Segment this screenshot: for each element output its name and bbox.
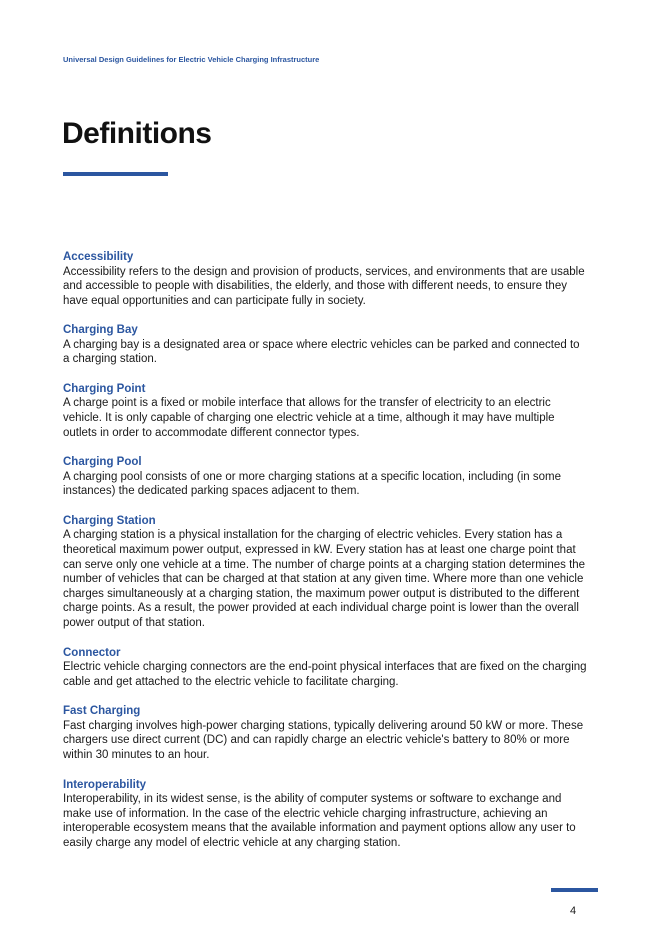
definition-text: A charge point is a fixed or mobile interface that allows for the transfer of electricity to an electric vehicle. It is only capable of charging one electric vehicle at a time, although it may have multiple outlets in order to accommodate different connector types.: [63, 397, 555, 439]
definitions-list: [63, 250, 588, 865]
definition-item: [63, 778, 588, 851]
definition-term: Connector: [63, 646, 121, 659]
definition-term: Interoperability: [63, 778, 147, 791]
definition-term: Fast Charging: [63, 705, 141, 718]
definition-item: [63, 455, 588, 499]
definition-item: [63, 514, 588, 631]
running-header: Universal Design Guidelines for Electric Vehicle Charging Infrastructure: [63, 55, 320, 64]
definition-text: A charging station is a physical installation for the charging of electric vehicles. Every station has a theoretical maximum power output, expressed in kW. Every station has at least one charge point that can serve only one vehicle at a time. The number of charge points at a charging station determines the number of vehicles that can be charged at that station at any given time. Where more than one vehicle charges simultaneously at a charging station, the maximum power output is distributed to the different charge points. As a result, the power provided at each individual charge point is lower than the overall power output of that station.: [63, 529, 586, 629]
definition-item: [63, 323, 588, 367]
definition-item: [63, 250, 588, 308]
definition-text: A charging bay is a designated area or space where electric vehicles can be parked and connected to a charging station.: [63, 338, 580, 366]
definition-text: Accessibility refers to the design and provision of products, services, and environments that are usable and accessible to people with disabilities, the elderly, and those with different needs, to ensure they have equal opportunities and can participate fully in society.: [63, 265, 585, 307]
definition-text: Electric vehicle charging connectors are the end-point physical interfaces that are fixed on the charging cable and get attached to the electric vehicle to facilitate charging.: [63, 661, 587, 688]
definition-item: [63, 382, 588, 440]
definition-item: [63, 646, 588, 690]
footer-rule: [551, 888, 598, 892]
definition-term: Charging Bay: [63, 324, 138, 337]
title-underline: [63, 172, 168, 176]
definition-text: A charging pool consists of one or more charging stations at a specific location, including (in some instances) the dedicated parking spaces adjacent to them.: [63, 470, 561, 498]
definition-term: Charging Station: [63, 514, 156, 527]
page-title: Definitions: [62, 117, 212, 150]
definition-item: [63, 704, 588, 762]
definition-text: Fast charging involves high-power charging stations, typically delivering around 50 kW or more. These chargers use direct current (DC) and can rapidly charge an electric vehicle's battery to 80% or more within 30 minutes to an hour.: [63, 719, 584, 761]
page-number: 4: [570, 905, 577, 917]
definition-term: Charging Pool: [63, 456, 142, 469]
definition-text: Interoperability, in its widest sense, is the ability of computer systems or software to exchange and make use of information. In the case of the electric vehicle charging infrastructure, achieving an interoperable ecosystem means that the available information and payment options allow any user to easily charge any model of electric vehicle at any charging station.: [63, 793, 576, 849]
definition-term: Charging Point: [63, 382, 146, 395]
definition-term: Accessibility: [63, 251, 134, 263]
